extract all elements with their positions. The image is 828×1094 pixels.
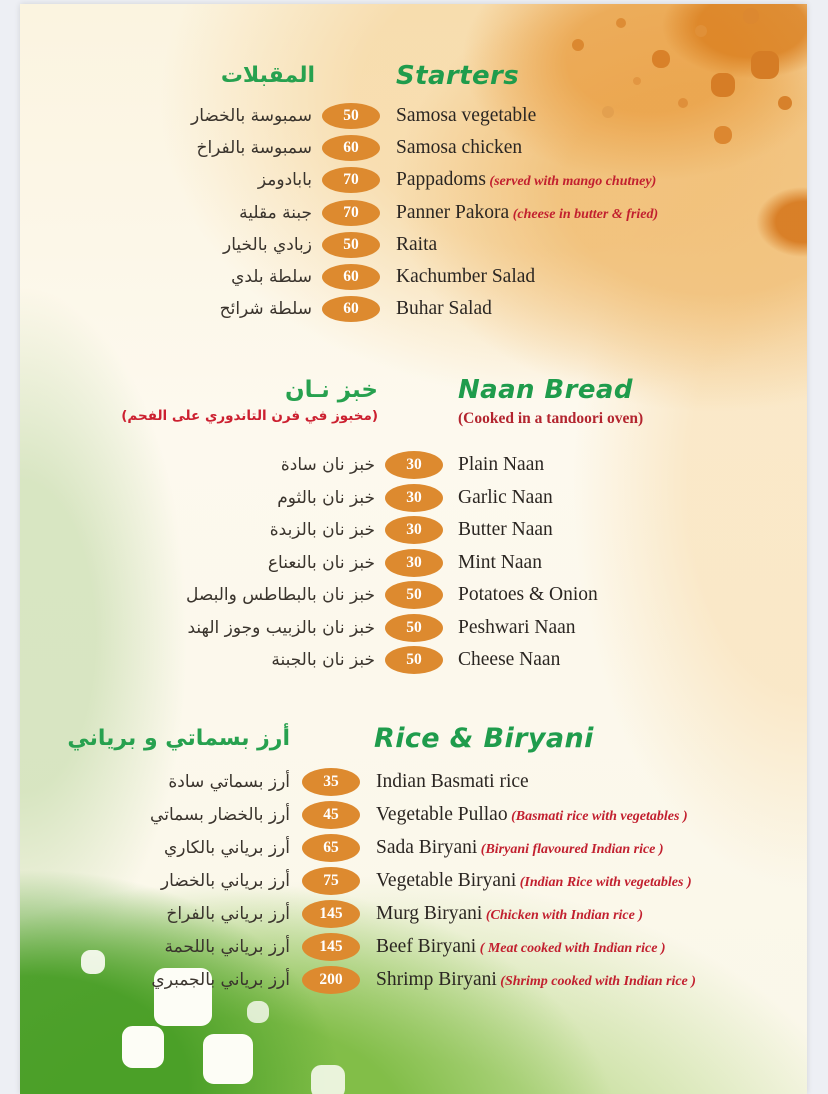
item-name-english: Beef Biryani ( Meat cooked with Indian rice ) [376,935,666,957]
item-name-english: Pappadoms (served with mango chutney) [396,169,657,191]
price-badge: 65 [302,834,360,862]
item-name-arabic: خبز نان بالزبيب وجوز الهند [187,617,375,638]
menu-item-row [50,831,696,864]
item-name-arabic: أرز برياني بالخضار [160,870,290,891]
item-description: (Indian Rice with vegetables ) [516,874,692,890]
price-badge: 60 [322,296,380,322]
menu-item-row [60,229,658,261]
menu-item-row [50,963,696,996]
item-name-english: Vegetable Pullao (Basmati rice with vegetables ) [376,803,688,825]
item-description: (served with mango chutney) [485,174,657,190]
menu-item-row [60,197,658,229]
item-name-english: Plain Naan [458,454,545,476]
item-name-arabic: سمبوسة بالفراخ [196,138,312,159]
item-name-arabic: خبز نان بالنعناع [267,552,375,573]
price-badge: 200 [302,966,360,994]
item-name-english: Samosa chicken [396,137,523,159]
menu-item-row [60,449,598,482]
item-name-arabic: خبز نان بالجبنة [271,650,375,671]
price-badge: 45 [302,801,360,829]
item-name-arabic: خبز نان بالبطاطس والبصل [185,585,375,606]
item-description: (Basmati rice with vegetables ) [507,808,688,824]
menu-item-row [60,514,598,547]
item-name-english: Kachumber Salad [396,266,536,288]
price-badge: 30 [385,516,443,544]
item-name-arabic: سمبوسة بالخضار [191,106,312,127]
section-title-starters: Starters [396,61,520,91]
price-badge: 50 [385,581,443,609]
item-name-english: Murg Biryani (Chicken with Indian rice ) [376,902,643,924]
item-name-english: Buhar Salad [396,298,492,320]
item-description: (Biryani flavoured Indian rice ) [477,841,664,857]
item-name-arabic: خبز نان بالثوم [277,487,375,508]
item-name-english: Garlic Naan [458,486,553,508]
menu-item-row [60,293,658,325]
item-name-arabic: زبادي بالخيار [223,234,312,255]
menu-item-row [60,547,598,580]
price-badge: 75 [302,867,360,895]
menu-item-row [60,644,598,677]
item-name-english: Mint Naan [458,551,542,573]
item-description: (cheese in butter & fried) [509,206,659,222]
price-badge: 30 [385,484,443,512]
price-badge: 30 [385,451,443,479]
item-name-arabic: أرز برياني باللحمة [164,936,290,957]
price-badge: 50 [385,646,443,674]
menu-item-row [50,765,696,798]
menu-item-row [60,164,658,196]
watercolor-orange-splash [20,4,26,10]
item-name-arabic: سلطة بلدي [231,267,312,288]
price-badge: 70 [322,200,380,226]
item-name-arabic: سلطة شرائح [219,299,312,320]
item-name-english: Vegetable Biryani (Indian Rice with vegetables ) [376,869,692,891]
item-description: (Chicken with Indian rice ) [482,907,643,923]
section-title-rice-biryani: Rice & Biryani [374,723,594,754]
item-name-arabic: بابادومز [257,170,312,191]
menu-item-row [60,579,598,612]
item-name-english: Panner Pakora (cheese in butter & fried) [396,201,659,223]
section-items-rice-biryani [50,765,696,996]
menu-item-row [50,864,696,897]
section-items-starters [60,100,658,325]
menu-item-row [60,482,598,515]
section-items-naan-bread [60,449,598,677]
item-name-arabic: أرز بالخضار بسماتي [150,804,290,825]
item-name-english: Raita [396,233,438,255]
item-description: ( Meat cooked with Indian rice ) [476,940,666,956]
price-badge: 50 [385,614,443,642]
price-badge: 70 [322,167,380,193]
section-title-arabic-naan-bread: خبز نـان [284,377,378,403]
price-badge: 145 [302,933,360,961]
section-subtitle-naan-bread: (Cooked in a tandoori oven) [458,410,644,427]
item-name-arabic: أرز برياني بالفراخ [166,903,290,924]
menu-page [20,4,807,1094]
item-name-arabic: أرز برياني بالكاري [163,837,290,858]
section-title-arabic-starters: المقبلات [220,63,315,88]
item-name-english: Sada Biryani (Biryani flavoured Indian rice ) [376,836,664,858]
item-name-english: Cheese Naan [458,649,561,671]
item-name-arabic: أرز برياني بالجمبري [151,969,290,990]
item-name-english: Potatoes & Onion [458,584,598,606]
menu-item-row [60,612,598,645]
item-name-arabic: خبز نان بالزبدة [269,520,375,541]
item-name-english: Indian Basmati rice [376,770,529,792]
price-badge: 35 [302,768,360,796]
item-description: (Shrimp cooked with Indian rice ) [496,973,696,989]
price-badge: 50 [322,232,380,258]
price-badge: 50 [322,103,380,129]
menu-item-row [60,261,658,293]
price-badge: 145 [302,900,360,928]
section-title-naan-bread: Naan Bread [458,375,633,405]
item-name-arabic: جبنة مقلية [239,202,312,223]
price-badge: 60 [322,135,380,161]
menu-item-row [50,897,696,930]
watercolor-white-blobs [20,4,26,10]
menu-item-row [50,930,696,963]
price-badge: 60 [322,264,380,290]
item-name-english: Samosa vegetable [396,105,537,127]
price-badge: 30 [385,549,443,577]
section-title-arabic-rice-biryani: أرز بسماتي و برياني [67,726,290,751]
section-subtitle-arabic-naan-bread: (مخبوز في فرن التاندوري على الفحم) [121,408,378,424]
item-name-english: Peshwari Naan [458,616,576,638]
item-name-arabic: أرز بسماتي سادة [168,771,290,792]
menu-item-row [60,100,658,132]
item-name-english: Shrimp Biryani (Shrimp cooked with Indian rice ) [376,968,696,990]
item-name-arabic: خبز نان سادة [280,455,375,476]
menu-item-row [50,798,696,831]
menu-item-row [60,132,658,164]
item-name-english: Butter Naan [458,519,553,541]
